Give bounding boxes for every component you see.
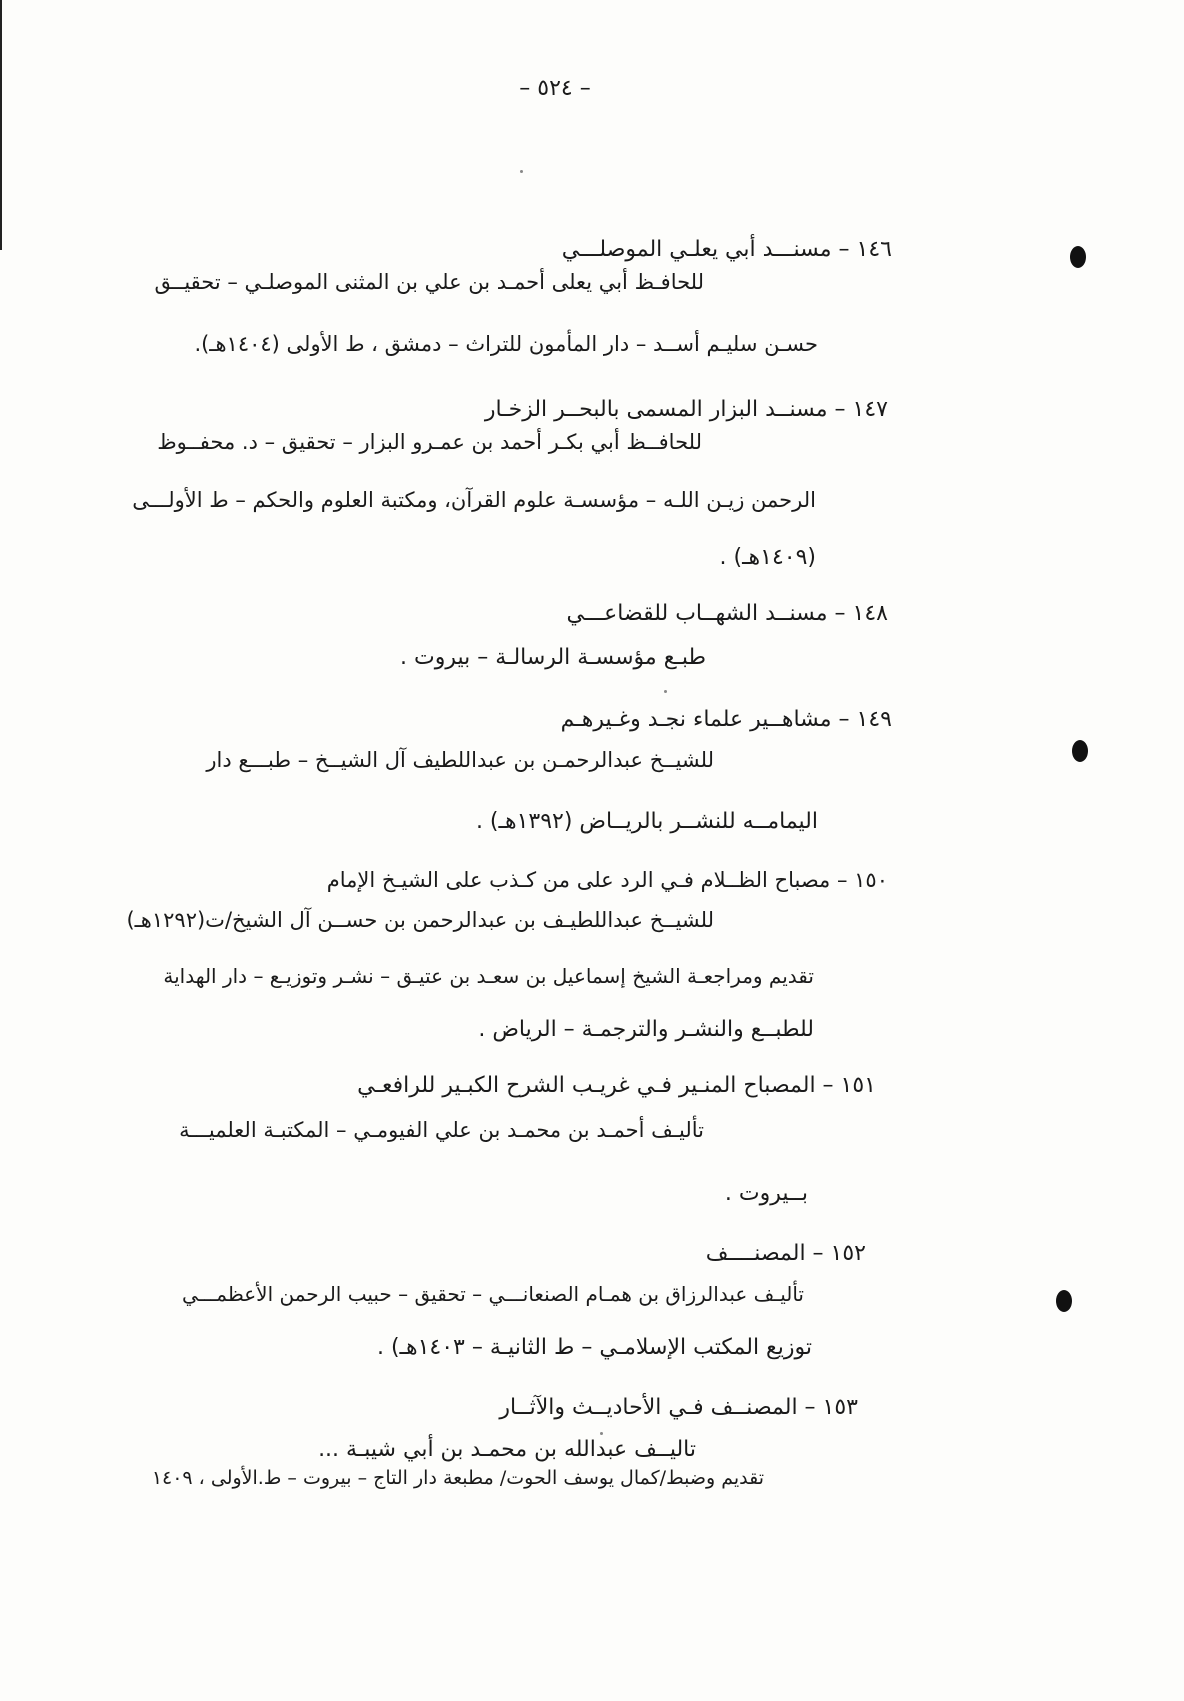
scan-speck [520, 170, 523, 173]
entry-150-line: للشيــخ عبداللطيـف بن عبدالرحمن بن حســن آل الشيخ/ت(١٢٩٢هـ) [126, 908, 714, 932]
entry-152-title: ١٥٢ – المصنــــف [705, 1241, 866, 1266]
entry-153-line: تقديم وضبط/كمال يوسف الحوت/ مطبعة دار التاج – بيروت – ط.الأولى ، ١٤٠٩ [151, 1467, 764, 1489]
entry-147-line: (١٤٠٩هـ) . [719, 545, 816, 570]
scan-speck [664, 690, 667, 693]
entry-147-line: للحافــظ أبي بكـر أحمد بن عمـرو البزار – تحقيق – د. محفــوظ [157, 430, 702, 454]
entry-151-title: ١٥١ – المصباح المنـير فـي غريـب الشرح الكبـير للرافعـي [357, 1073, 876, 1098]
entry-148-line: طبـع مؤسسـة الرسالـة – بيروت . [400, 645, 706, 670]
entry-151-line: بــيروت . [724, 1181, 808, 1206]
entry-146-title: ١٤٦ – مسنـــد أبي يعلـي الموصلـــي [561, 237, 892, 262]
entry-152-line: تأليـف عبدالرزاق بن همـام الصنعانـــي – تحقيق – حبيب الرحمن الأعظمـــي [182, 1282, 804, 1306]
entry-150-title: ١٥٠ – مصباح الظــلام فـي الرد على من كـذب على الشيـخ الإمام [326, 868, 888, 892]
scan-speck [600, 1432, 603, 1435]
entry-149-line: اليمامــه للنشــر بالريــاض (١٣٩٢هـ) . [475, 809, 818, 834]
entry-149-line: للشيــخ عبدالرحمـن بن عبداللطيف آل الشيــخ – طبـــع دار [206, 748, 714, 772]
entry-148-title: ١٤٨ – مسنــد الشهــاب للقضاعـــي [566, 601, 888, 626]
entry-149-title: ١٤٩ – مشاهــير علماء نجـد وغـيرهـم [560, 707, 892, 732]
entry-153-title: ١٥٣ – المصنــف فـي الأحاديــث والآثــار [499, 1395, 858, 1420]
entry-151-line: تأليـف أحمـد بن محمـد بن علي الفيومـي – المكتبـة العلميـــة [179, 1118, 704, 1142]
punch-hole-mark [1056, 1290, 1072, 1312]
page-edge-line [0, 0, 2, 250]
entry-147-line: الرحمن زيـن اللـه – مؤسسـة علوم القرآن، ومكتبة العلوم والحكم – ط الأولـــى [132, 488, 816, 512]
entry-150-line: تقديم ومراجعـة الشيخ إسماعيل بن سعـد بن عتيـق – نشـر وتوزيـع – دار الهداية [163, 964, 814, 988]
entry-153-line: تاليــف عبدالله بن محمـد بن أبي شيبـة ... [318, 1437, 696, 1462]
page-number: – ٥٢٤ – [519, 76, 591, 101]
entry-150-line: للطبــع والنشـر والترجمـة – الرياض . [478, 1017, 814, 1042]
punch-hole-mark [1070, 246, 1086, 268]
entry-146-line: للحافـظ أبي يعلى أحمـد بن علي بن المثنى الموصلـي – تحقيــق [154, 270, 704, 294]
punch-hole-mark [1072, 740, 1088, 762]
entry-147-title: ١٤٧ – مسنــد البزار المسمى بالبحــر الزخـار [484, 397, 888, 422]
entry-146-line: حسـن سليـم أســد – دار المأمون للتراث – دمشق ، ط الأولى (١٤٠٤هـ). [194, 332, 818, 356]
entry-152-line: توزيع المكتب الإسلامـي – ط الثانيـة – ١٤٠٣هـ) . [376, 1335, 812, 1360]
